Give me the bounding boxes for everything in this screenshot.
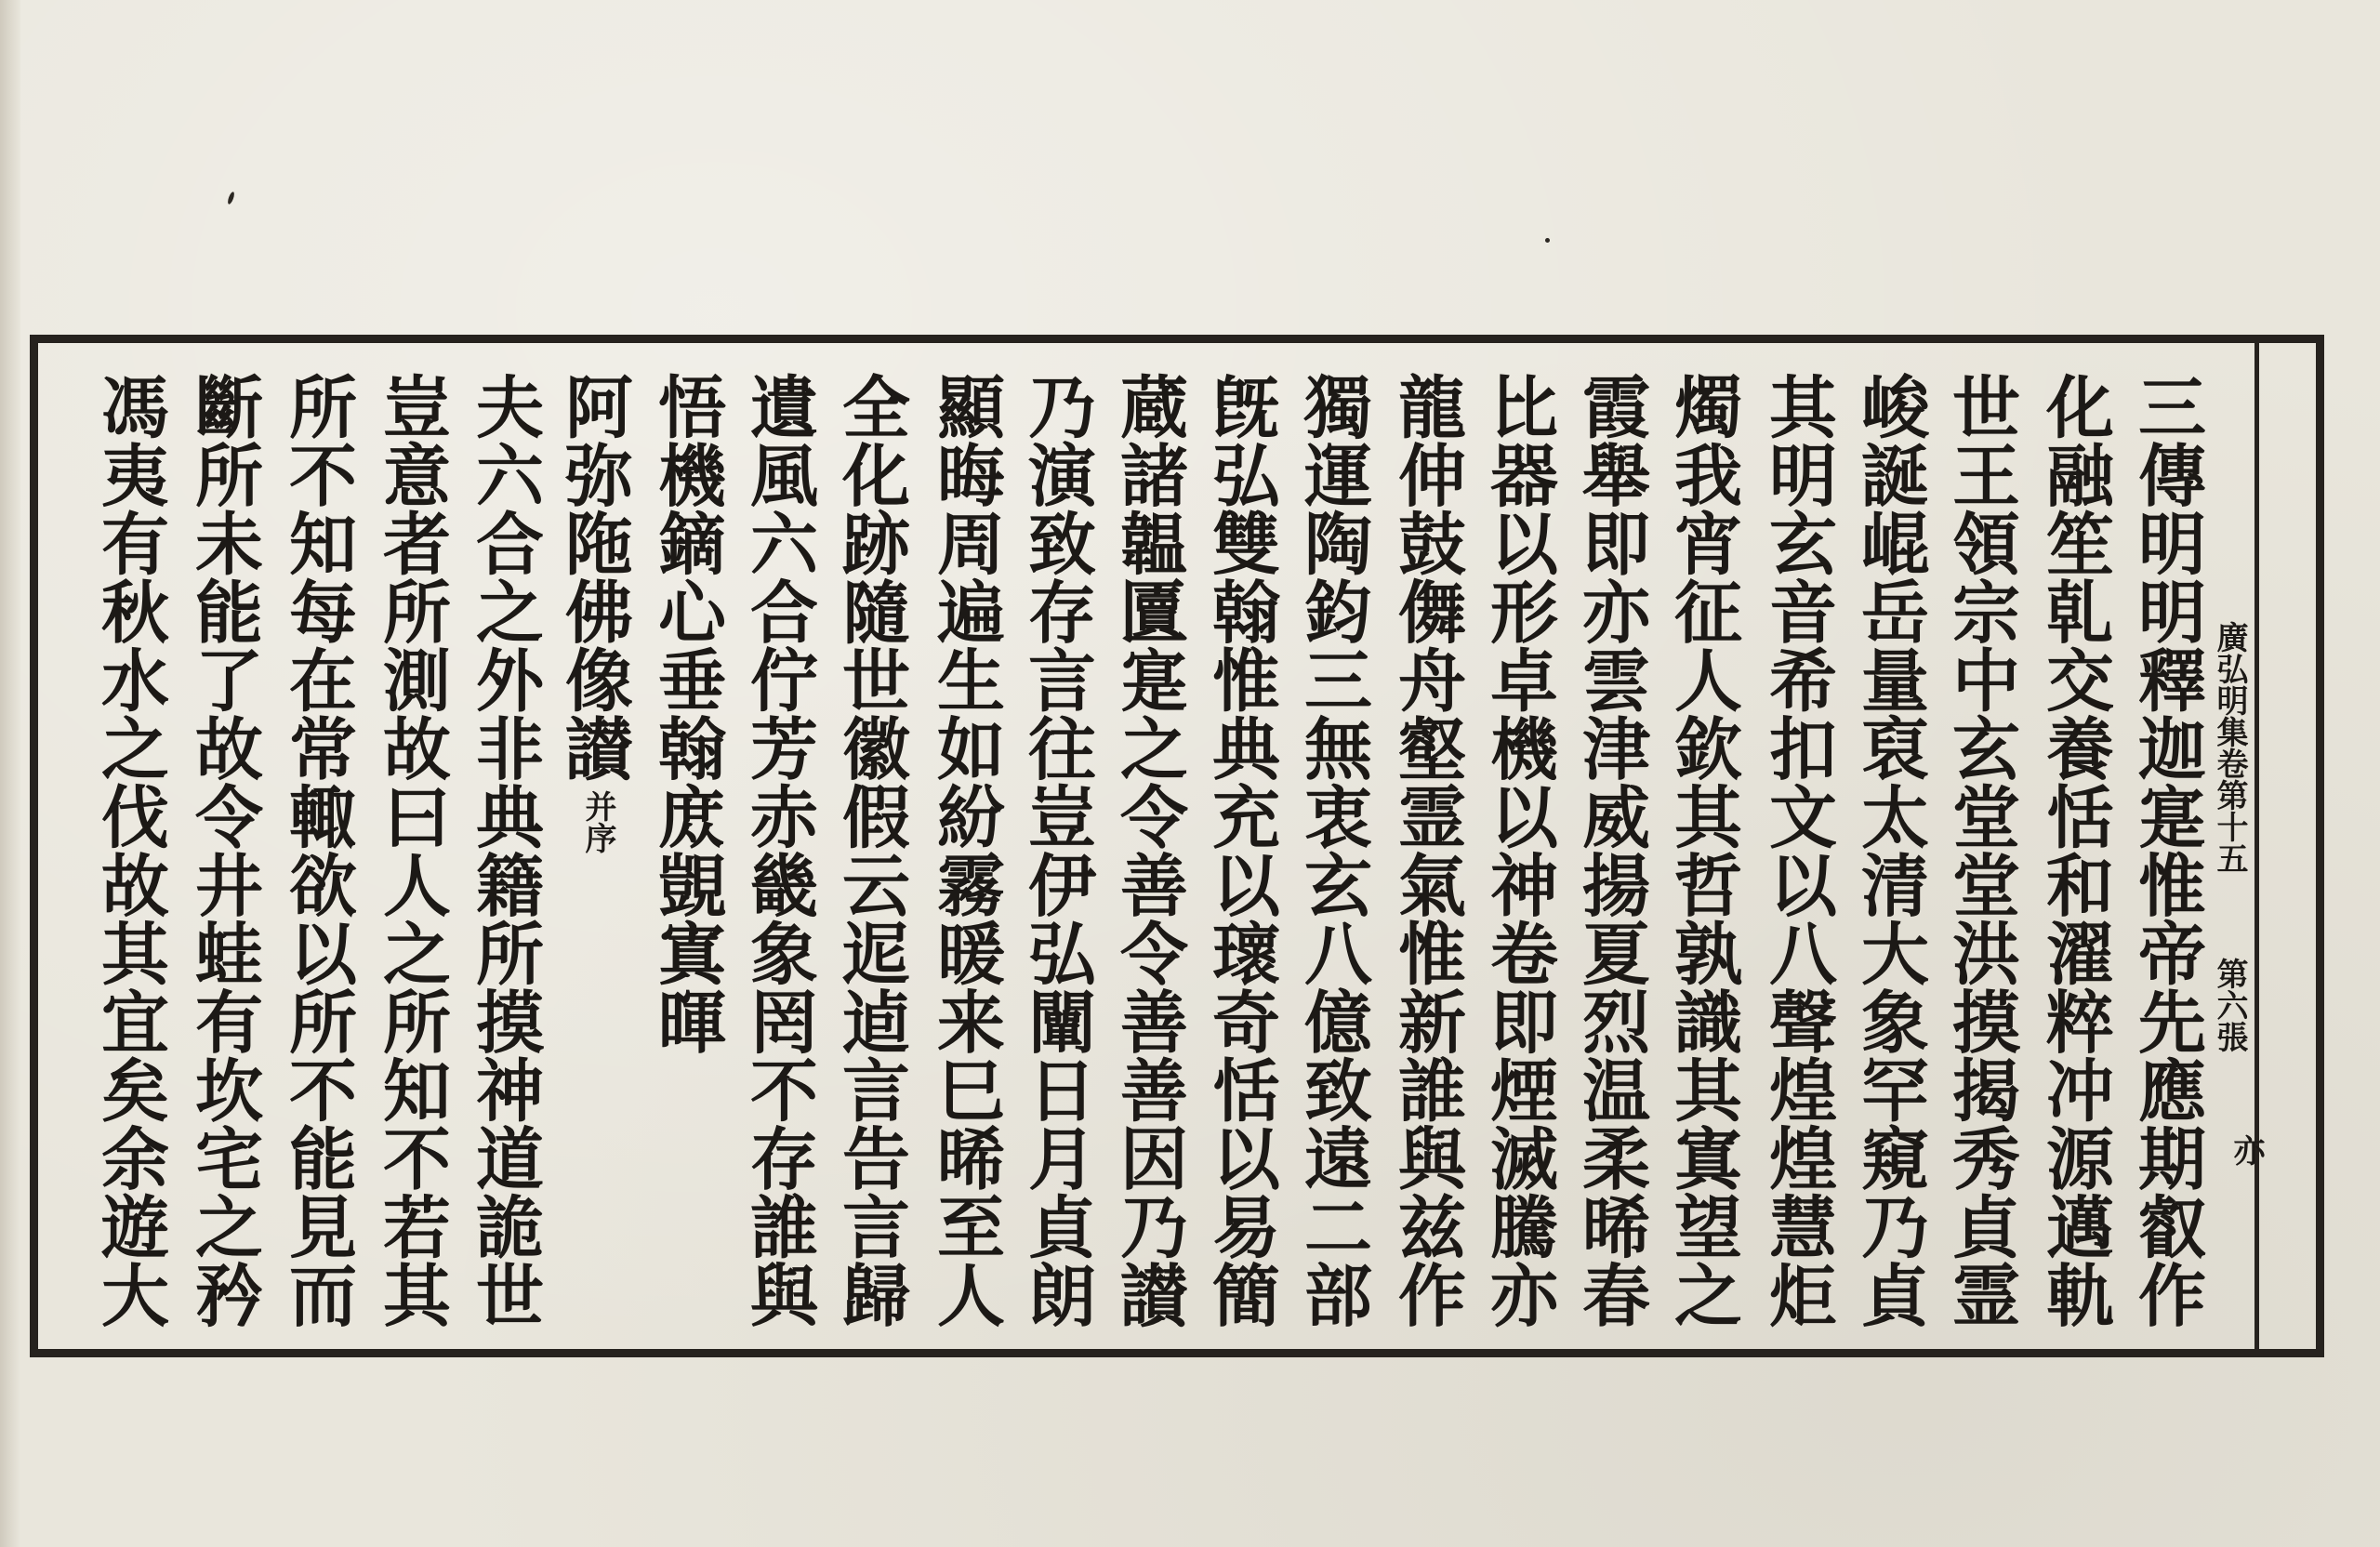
text-column: 燭我宵征人欽其哲孰識其寘望之 [1662,372,1742,1329]
text-column: 峻誕崐岳量裒太清大象罕窺乃貞 [1849,372,1929,1329]
text-column: 世王領宗中玄堂堂洪摸揭秀貞霊 [1940,372,2020,1329]
book-spine [0,0,20,1547]
text-column: 三傳明明釋迦寔惟帝先應期叡作 [2126,372,2206,1329]
text-column: 獨運陶鈞三無衷玄八億致遠二部 [1292,372,1372,1329]
frame-inner-rule [2254,335,2259,1357]
text-column: 悟機鏑心垂翰庻覬寘暉 [646,372,726,1055]
text-column: 顯晦周遍生如紛霧暖来巳晞至人 [925,372,1005,1329]
text-column: 遺風六合佇芳赤畿象罔不存誰與 [738,372,818,1329]
margin-mark: 亦 [2228,1134,2265,1166]
text-column: 霞舉即亦雲津威揚夏烈温柔晞春 [1570,372,1650,1329]
text-column: 夫六合之外非典籍所摸神道詭世 [464,372,544,1329]
text-column: 比器以形卓機以神卷即煙滅騰亦 [1478,372,1558,1329]
text-column: 其明玄音希扣文以八聲煌煌慧炬 [1757,372,1837,1329]
section-title: 阿弥陁佛像讃 [553,372,633,782]
text-column: 斷所未能了故令井蛙有坎宅之矜 [183,372,263,1329]
margin-book-title: 廣弘明集卷第十五 [2211,621,2248,874]
margin-leaf-number: 第六張 [2211,958,2248,1052]
text-column: 龍伸鼓儛舟壑霊氣惟新誰與兹作 [1386,372,1466,1329]
text-column: 化融笙乹交養恬和濯粹冲源邁軌 [2034,372,2114,1329]
text-column: 馮夷有秋水之伐故其宜矣余遊大 [89,372,169,1329]
text-column: 蔵諸韞匵寔之令善令善善因乃讃 [1108,372,1188,1329]
text-column: 豈意者所測故曰人之所知不若其 [371,372,451,1329]
text-column: 乃演致存言往豈伊弘闡日月貞朗 [1016,372,1096,1329]
text-column: 全化跡隨世徽假云迡逌言告言歸 [830,372,910,1329]
text-column: 旣弘雙翰惟典充以瓌奇恬以易簡 [1200,372,1280,1329]
ink-speck [1545,238,1550,243]
inline-note: 并序 [579,790,616,853]
text-column: 所不知每在常輙欲以所不能見而 [277,372,357,1329]
